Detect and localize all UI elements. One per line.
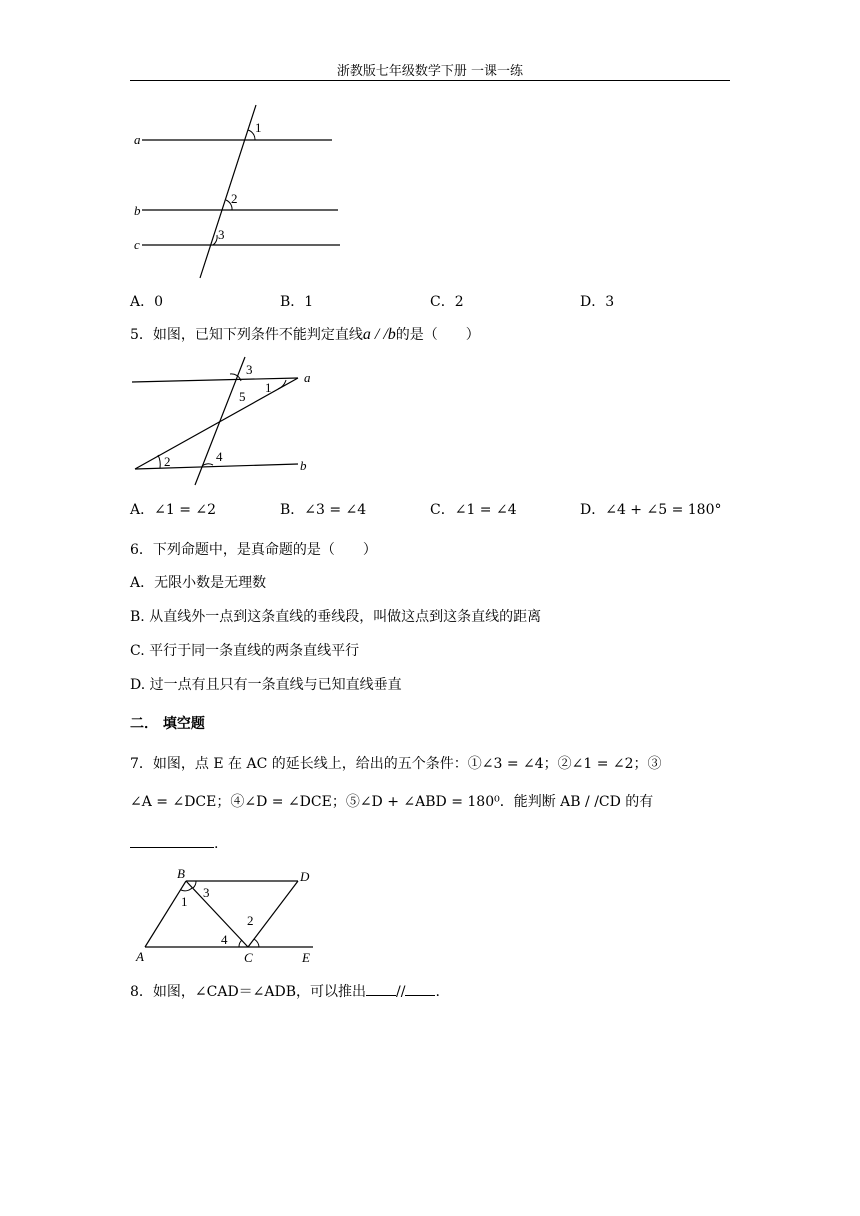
- q5-stem-prefix: 5．如图，已知下列条件不能判定直线: [130, 327, 363, 343]
- q6-option-b: B. 从直线外一点到这条直线的垂线段，叫做这点到这条直线的距离: [130, 609, 542, 625]
- angle-label-3: 3: [218, 227, 225, 242]
- segment-bc: [186, 881, 248, 947]
- q7-answer-blank[interactable]: [130, 833, 214, 848]
- q8-answer-blank-2[interactable]: [405, 981, 435, 996]
- segment-cd: [248, 881, 298, 947]
- angle-label-1: 1: [181, 894, 188, 909]
- q5-option-c: C．∠1 = ∠4: [430, 502, 517, 518]
- angle-label-2: 2: [164, 454, 171, 469]
- q4-figure: [130, 100, 350, 285]
- angle-label-2: 2: [247, 913, 254, 928]
- angle-label-5: 5: [239, 389, 246, 404]
- point-label-a: A: [136, 949, 144, 964]
- angle-label-1: 1: [255, 120, 262, 135]
- angle-arc-2: [254, 939, 259, 947]
- transversal: [200, 105, 256, 278]
- angle-arc-1: [181, 888, 192, 891]
- angle-arc-1: [278, 380, 286, 389]
- angle-label-2: 2: [231, 191, 238, 206]
- q5-option-b: B．∠3 = ∠4: [280, 502, 367, 518]
- q6-option-c: C. 平行于同一条直线的两条直线平行: [130, 643, 360, 659]
- point-label-b: B: [177, 866, 185, 881]
- q4-option-a: A．0: [130, 294, 164, 310]
- angle-arc-1: [248, 130, 255, 140]
- point-label-e: E: [302, 950, 310, 965]
- q8-part-1: 8．如图，∠CAD＝∠ADB，可以推出: [130, 984, 367, 1000]
- q7-line-2: ∠A = ∠DCE；④∠D = ∠DCE；⑤∠D + ∠ABD = 180⁰．能判断 AB / /CD 的有: [130, 794, 654, 810]
- label-b: b: [300, 458, 307, 473]
- line-a: [132, 378, 298, 382]
- label-a: a: [304, 370, 311, 385]
- header-divider: [130, 80, 730, 81]
- label-a: a: [134, 132, 141, 147]
- page-header: 浙教版七年级数学下册 一课一练: [336, 64, 524, 79]
- q7-line-1: 7．如图，点 E 在 AC 的延长线上，给出的五个条件：①∠3 = ∠4；②∠1 = ∠2；③: [130, 756, 662, 772]
- q5-stem-suffix: 的是（ ）: [395, 327, 480, 343]
- q8-stem: [130, 981, 440, 1002]
- label-b: b: [134, 203, 141, 218]
- angle-arc-2: [158, 455, 160, 468]
- segment-ab: [145, 881, 186, 947]
- q4-option-d: D．3: [580, 294, 615, 310]
- q8-part-2: //: [396, 984, 406, 1000]
- section-title: 二． 填空题: [130, 716, 205, 732]
- q7-line-3-end: .: [214, 836, 219, 852]
- point-label-c: C: [244, 950, 253, 965]
- q6-stem: 6．下列命题中，是真命题的是（ ）: [130, 542, 377, 558]
- q7-answer-line: [130, 833, 218, 854]
- q5-option-a: A．∠1 = ∠2: [130, 502, 217, 518]
- q5-stem-math: a / /b: [362, 326, 396, 343]
- q5-option-d: D．∠4 + ∠5 = 180°: [580, 502, 722, 518]
- q8-answer-blank-1[interactable]: [366, 981, 396, 996]
- q5-stem: [130, 325, 480, 345]
- angle-arc-3: [193, 881, 196, 888]
- angle-label-1: 1: [265, 380, 272, 395]
- angle-arc-4: [239, 940, 242, 947]
- q6-option-a: A．无限小数是无理数: [130, 575, 267, 591]
- q7-figure: [130, 865, 330, 971]
- angle-label-3: 3: [246, 362, 253, 377]
- angle-label-3: 3: [203, 885, 210, 900]
- line-b: [135, 464, 298, 469]
- point-label-d: D: [300, 869, 310, 884]
- q8-part-3: .: [435, 984, 440, 1000]
- q5-figure: [130, 352, 320, 490]
- angle-label-4: 4: [221, 932, 228, 947]
- label-c: c: [134, 237, 140, 252]
- q4-option-c: C．2: [430, 294, 464, 310]
- q6-option-d: D. 过一点有且只有一条直线与已知直线垂直: [130, 677, 402, 693]
- q4-option-b: B．1: [280, 294, 314, 310]
- angle-label-4: 4: [216, 449, 223, 464]
